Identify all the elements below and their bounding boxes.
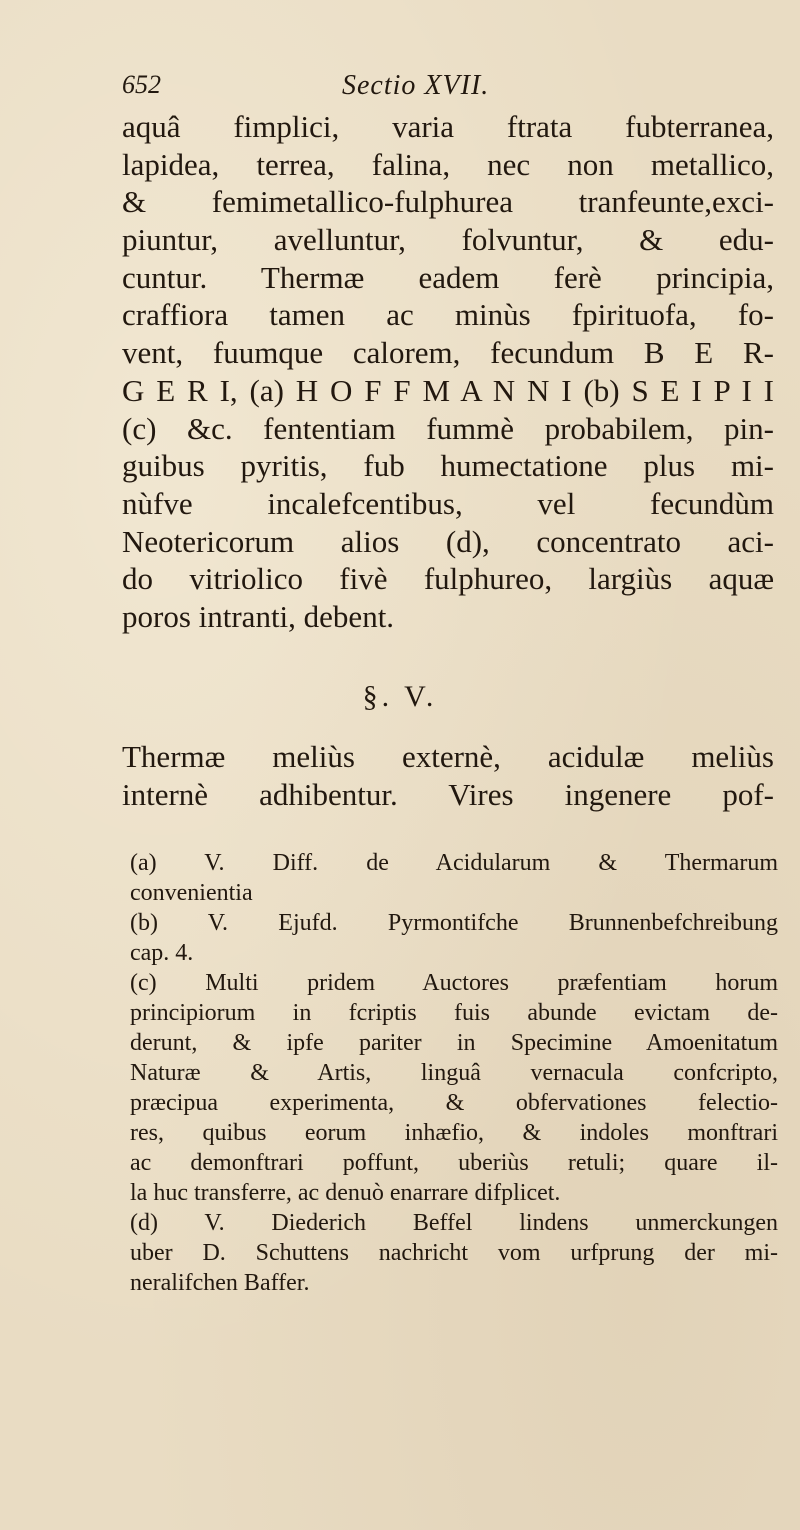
footnote-line: (d) V. Diederich Beffel lindens unmerckungen bbox=[130, 1210, 778, 1236]
footnote-line: res, quibus eorum inhæfio, & indoles monftrari bbox=[130, 1120, 778, 1146]
text-line: guibus pyritis, fub humectatione plus mi- bbox=[122, 448, 774, 484]
text-line: craffiora tamen ac minùs fpirituofa, fo- bbox=[122, 297, 774, 333]
text-line: nùfve incalefcentibus, vel fecundùm bbox=[122, 485, 774, 521]
footnote-line: præcipua experimenta, & obfervationes felectio- bbox=[130, 1090, 778, 1116]
text-line: lapidea, terrea, falina, nec non metallico, bbox=[122, 146, 774, 182]
text-line: piuntur, avelluntur, folvuntur, & edu- bbox=[122, 222, 774, 258]
page-number: 652 bbox=[122, 70, 161, 99]
text-line: & femimetallico-fulphurea tranfeunte,exci- bbox=[122, 184, 774, 220]
text-line: Thermæ meliùs externè, acidulæ meliùs bbox=[122, 739, 774, 774]
text-line: internè adhibentur. Vires ingenere pof- bbox=[122, 776, 774, 812]
text-line: (c) &c. fententiam fummè probabilem, pin- bbox=[122, 410, 774, 446]
footnote-line: derunt, & ipfe pariter in Specimine Amoenitatum bbox=[130, 1030, 778, 1056]
footnote-line: (b) V. Ejufd. Pyrmontifche Brunnenbefchreibung bbox=[130, 910, 778, 936]
text-line: poros intranti, debent. bbox=[122, 598, 395, 634]
text-line: cuntur. Thermæ eadem ferè principia, bbox=[122, 259, 774, 295]
footnote-line: ac demonftrari poffunt, uberiùs retuli; quare il- bbox=[130, 1150, 778, 1176]
text-line: aquâ fimplici, varia ftrata fubterranea, bbox=[122, 109, 774, 144]
text-line: do vitriolico fivè fulphureo, largiùs aquæ bbox=[122, 561, 774, 597]
footnote-line: (a) V. Diff. de Acidularum & Thermarum bbox=[130, 850, 778, 876]
running-head: Sectio XVII. bbox=[342, 70, 490, 101]
footnote-line: la huc transferre, ac denuò enarrare difplicet. bbox=[130, 1180, 561, 1206]
main-paragraph bbox=[122, 108, 774, 636]
footnote-line: (c) Multi pridem Auctores præfentiam horum bbox=[130, 970, 778, 996]
footnote-line: convenientia bbox=[130, 880, 253, 906]
footnote-line: principiorum in fcriptis fuis abunde evictam de- bbox=[130, 1000, 778, 1026]
section-paragraph bbox=[122, 738, 774, 813]
footnote-line: neralifchen Baffer. bbox=[130, 1270, 310, 1296]
text-line: Neotericorum alios (d), concentrato aci- bbox=[122, 523, 774, 559]
footnote-line: uber D. Schuttens nachricht vom urfprung der mi- bbox=[130, 1240, 778, 1266]
text-line: G E R I, (a) H O F F M A N N I (b) S E I P I I bbox=[122, 372, 774, 408]
footnote-line: Naturæ & Artis, linguâ vernacula confcripto, bbox=[130, 1060, 778, 1086]
footnotes bbox=[130, 848, 778, 1298]
section-heading: §. V. bbox=[362, 680, 438, 713]
text-line: vent, fuumque calorem, fecundum B E R- bbox=[122, 335, 774, 371]
page-header bbox=[122, 70, 760, 110]
footnote-line: cap. 4. bbox=[130, 940, 194, 966]
